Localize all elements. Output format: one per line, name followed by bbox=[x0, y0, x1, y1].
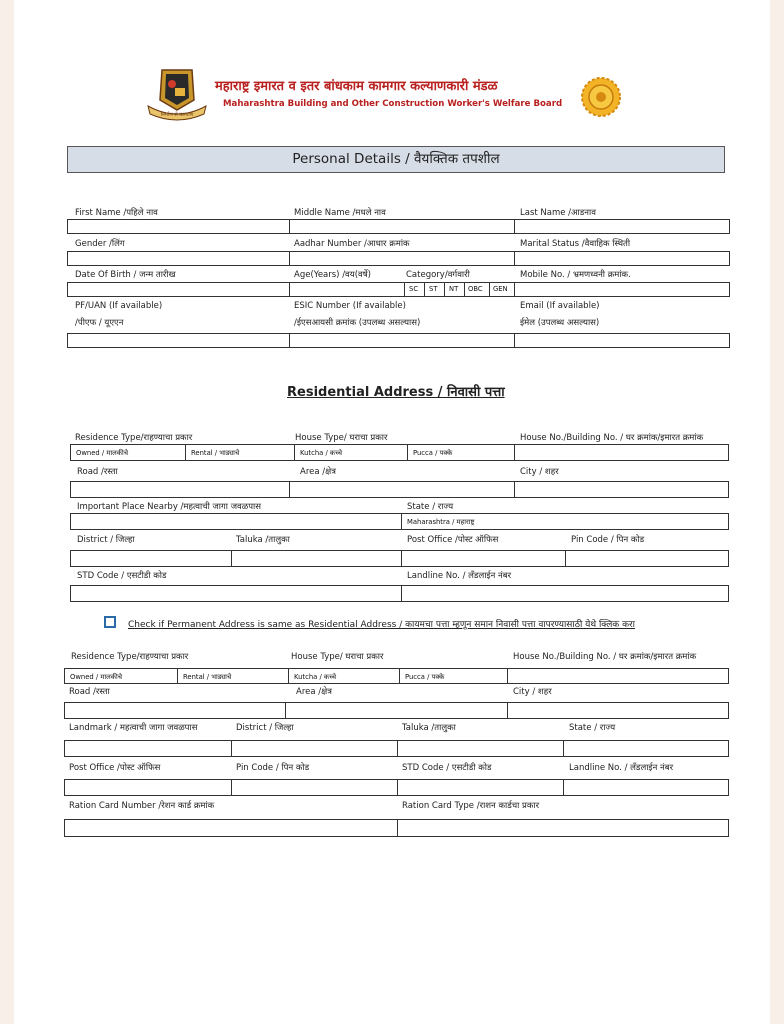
category-label: Category/वर्गवारी bbox=[406, 270, 470, 280]
perm-rental-option[interactable]: Rental / भाड्याचे bbox=[177, 669, 289, 683]
std-code-label: STD Code / एसटीडी कोड bbox=[77, 571, 167, 581]
name-fields-row bbox=[67, 219, 730, 234]
pf-label: PF/UAN (If available) bbox=[75, 301, 163, 311]
district-taluka-row bbox=[70, 550, 729, 567]
ration-card-number-label: Ration Card Number /रेशन कार्ड क्रमांक bbox=[69, 801, 215, 811]
pf-field[interactable] bbox=[68, 334, 289, 347]
dob-label: Date Of Birth / जन्म तारीख bbox=[75, 270, 176, 280]
state-label: State / राज्य bbox=[407, 502, 454, 512]
perm-landmark-label: Landmark / महत्वाची जागा जवळपास bbox=[69, 723, 198, 733]
std-code-field[interactable] bbox=[71, 586, 401, 601]
perm-district-field[interactable] bbox=[231, 741, 398, 756]
residence-type-label: Residence Type/राहण्याचा प्रकार bbox=[75, 433, 193, 443]
important-place-field[interactable] bbox=[71, 514, 401, 529]
perm-std-code-field[interactable] bbox=[397, 780, 564, 795]
form-sheet bbox=[14, 0, 770, 1024]
state-field[interactable] bbox=[401, 514, 730, 529]
gender-field[interactable] bbox=[68, 252, 289, 265]
perm-post-office-field[interactable] bbox=[65, 780, 231, 795]
landline-field[interactable] bbox=[401, 586, 730, 601]
city-label: City / शहर bbox=[520, 467, 559, 477]
pf-esic-row bbox=[67, 333, 730, 348]
mobile-label: Mobile No. / भ्रमणध्वनी क्रमांक. bbox=[520, 270, 631, 280]
rental-option[interactable]: Rental / भाड्याचे bbox=[185, 445, 295, 460]
marital-status-label: Marital Status /वैवाहिक स्थिती bbox=[520, 239, 631, 249]
perm-taluka-label: Taluka /तालुका bbox=[402, 723, 456, 733]
same-address-checkbox[interactable] bbox=[104, 616, 116, 628]
pin-code-label: Pin Code / पिन कोड bbox=[571, 535, 645, 545]
board-logo bbox=[142, 66, 212, 124]
category-option-gen[interactable]: GEN bbox=[489, 283, 515, 296]
owned-option[interactable]: Owned / मालकीचे bbox=[76, 449, 129, 457]
perm-landline-field[interactable] bbox=[563, 780, 730, 795]
same-address-checkbox-label[interactable]: Check if Permanent Address is same as Residential Address / कायमचा पत्ता म्हणून समान निवासी पत्ता वापरण्यासाठी येथे क्लिक करा bbox=[128, 620, 636, 630]
perm-std-code-label: STD Code / एसटीडी कोड bbox=[402, 763, 492, 773]
city-field[interactable] bbox=[514, 482, 730, 497]
dob-field[interactable] bbox=[68, 283, 289, 296]
std-landline-row bbox=[70, 585, 729, 602]
perm-road-field[interactable] bbox=[65, 703, 285, 718]
email-label: Email (If available) bbox=[520, 301, 600, 311]
perm-district-label: District / जिल्हा bbox=[236, 723, 294, 733]
kutcha-option[interactable]: Kutcha / कच्चे bbox=[294, 445, 408, 460]
perm-city-field[interactable] bbox=[507, 703, 730, 718]
state-value: Maharashtra / महाराष्ट्र bbox=[407, 518, 475, 526]
category-option-sc[interactable]: SC bbox=[404, 283, 425, 296]
perm-area-field[interactable] bbox=[285, 703, 508, 718]
perm-state-field[interactable] bbox=[563, 741, 730, 756]
age-label: Age(Years) /वय(वर्षे) bbox=[294, 270, 371, 280]
perm-post-office-label: Post Office /पोस्ट ऑफिस bbox=[69, 763, 161, 773]
perm-post-office-row bbox=[64, 779, 729, 796]
house-no-label: House No./Building No. / घर क्रमांक/इमारत क्रमांक bbox=[520, 433, 704, 443]
perm-pin-code-label: Pin Code / पिन कोड bbox=[236, 763, 310, 773]
mobile-field[interactable] bbox=[514, 283, 731, 296]
email-label-marathi: ईमेल (उपलब्ध असल्यास) bbox=[520, 318, 600, 328]
last-name-label: Last Name /आडनाव bbox=[520, 208, 596, 218]
esic-label-marathi: /ईएसआयसी क्रमांक (उपलब्ध असल्यास) bbox=[294, 318, 421, 328]
perm-state-label: State / राज्य bbox=[569, 723, 616, 733]
ration-card-number-field[interactable] bbox=[65, 820, 397, 836]
middle-name-field[interactable] bbox=[289, 220, 515, 233]
perm-area-label: Area /क्षेत्र bbox=[296, 687, 332, 697]
house-no-field[interactable] bbox=[514, 445, 730, 460]
aadhar-label: Aadhar Number /आधार क्रमांक bbox=[294, 239, 410, 249]
personal-details-heading: Personal Details / वैयक्तिक तपशील bbox=[67, 146, 725, 173]
age-field[interactable] bbox=[289, 283, 405, 296]
logo-motto: निर्माण से कल्याण bbox=[160, 112, 194, 118]
perm-house-no-field[interactable] bbox=[507, 669, 730, 683]
perm-road-area-row bbox=[64, 702, 729, 719]
taluka-field[interactable] bbox=[231, 551, 402, 566]
category-option-st[interactable]: ST bbox=[424, 283, 445, 296]
marital-status-field[interactable] bbox=[514, 252, 731, 265]
pucca-option[interactable]: Pucca / पक्के bbox=[407, 445, 515, 460]
category-option-obc[interactable]: OBC bbox=[464, 283, 490, 296]
perm-landmark-field[interactable] bbox=[65, 741, 231, 756]
middle-name-label: Middle Name /मधले नाव bbox=[294, 208, 386, 218]
government-seal-icon bbox=[580, 76, 622, 118]
perm-kutcha-option[interactable]: Kutcha / कच्चे bbox=[288, 669, 400, 683]
house-type-label: House Type/ घराचा प्रकार bbox=[295, 433, 388, 443]
esic-label: ESIC Number (If available) bbox=[294, 301, 406, 311]
header-title-english: Maharashtra Building and Other Construction Worker's Welfare Board bbox=[223, 99, 563, 109]
gender-label: Gender /लिंग bbox=[75, 239, 125, 249]
ration-card-type-field[interactable] bbox=[397, 820, 730, 836]
important-place-label: Important Place Nearby /महत्वाची जागा जवळपास bbox=[77, 502, 261, 512]
taluka-label: Taluka /तालुका bbox=[236, 535, 290, 545]
ration-card-row bbox=[64, 819, 729, 837]
perm-residence-type-row bbox=[64, 668, 729, 684]
esic-field[interactable] bbox=[289, 334, 515, 347]
first-name-label: First Name /पहिले नाव bbox=[75, 208, 158, 218]
perm-pucca-option[interactable]: Pucca / पक्के bbox=[399, 669, 508, 683]
email-field[interactable] bbox=[514, 334, 731, 347]
area-label: Area /क्षेत्र bbox=[300, 467, 336, 477]
post-office-label: Post Office /पोस्ट ऑफिस bbox=[407, 535, 499, 545]
area-field[interactable] bbox=[289, 482, 515, 497]
road-label: Road /रस्ता bbox=[77, 467, 118, 477]
perm-house-no-label: House No./Building No. / घर क्रमांक/इमारत क्रमांक bbox=[513, 652, 697, 662]
pf-label-marathi: /पीएफ / यूएएन bbox=[75, 318, 124, 328]
road-field[interactable] bbox=[71, 482, 289, 497]
perm-city-label: City / शहर bbox=[513, 687, 552, 697]
pin-code-field[interactable] bbox=[565, 551, 730, 566]
perm-landmark-row bbox=[64, 740, 729, 757]
district-field[interactable] bbox=[71, 551, 231, 566]
category-option-nt[interactable]: NT bbox=[444, 283, 465, 296]
perm-house-type-label: House Type/ घराचा प्रकार bbox=[291, 652, 384, 662]
post-office-field[interactable] bbox=[401, 551, 566, 566]
landline-label: Landline No. / लँडलाईन नंबर bbox=[407, 571, 512, 581]
residence-type-row bbox=[70, 444, 729, 461]
gender-aadhar-row bbox=[67, 251, 730, 266]
dob-age-row bbox=[67, 282, 730, 297]
important-place-row bbox=[70, 513, 729, 530]
aadhar-field[interactable] bbox=[289, 252, 515, 265]
last-name-field[interactable] bbox=[514, 220, 731, 233]
perm-landline-label: Landline No. / लँडलाईन नंबर bbox=[569, 763, 674, 773]
header-title-marathi: महाराष्ट्र इमारत व इतर बांधकाम कामगार कल्याणकारी मंडळ bbox=[215, 79, 498, 94]
road-area-row bbox=[70, 481, 729, 498]
perm-residence-type-label: Residence Type/राहण्याचा प्रकार bbox=[71, 652, 189, 662]
residential-address-heading: Residential Address / निवासी पत्ता bbox=[287, 385, 505, 400]
perm-taluka-field[interactable] bbox=[397, 741, 564, 756]
perm-road-label: Road /रस्ता bbox=[69, 687, 110, 697]
district-label: District / जिल्हा bbox=[77, 535, 135, 545]
perm-pin-code-field[interactable] bbox=[231, 780, 398, 795]
first-name-field[interactable] bbox=[68, 220, 289, 233]
ration-card-type-label: Ration Card Type /राशन कार्डचा प्रकार bbox=[402, 801, 540, 811]
perm-owned-option[interactable]: Owned / मालकीचे bbox=[70, 673, 123, 681]
